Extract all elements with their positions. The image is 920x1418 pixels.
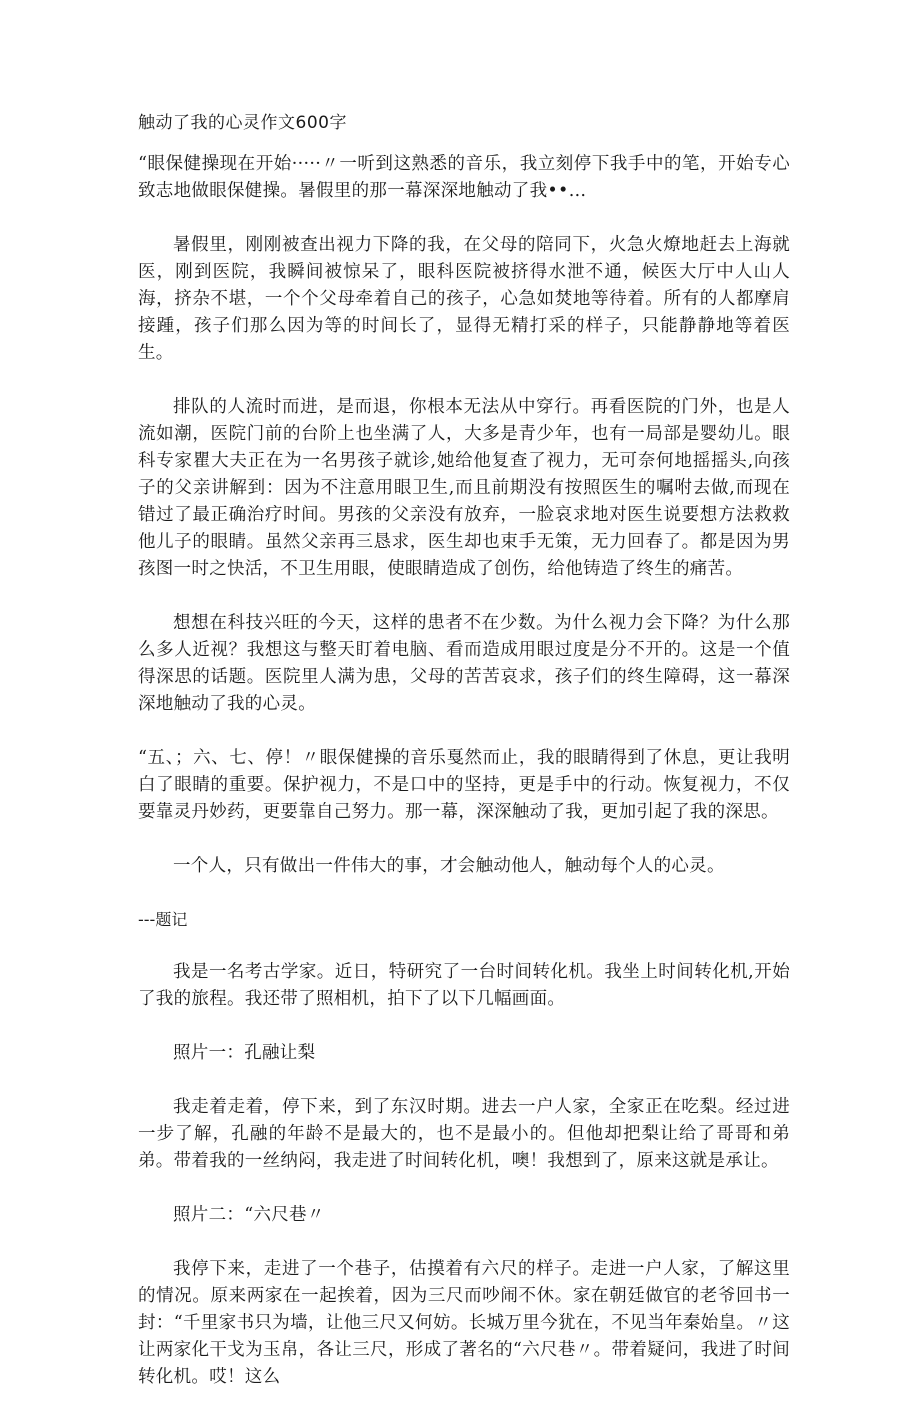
- paragraph-kong-rong: 我走着走着，停下来，到了东汉时期。进去一户人家，全家正在吃梨。经过进一步了解，孔融的年龄不是最大的，也不是最小的。但他却把梨让给了哥哥和弟弟。带着我的一丝纳闷，我走进了时间转化机，噢！我想到了，原来这就是承让。: [138, 1097, 790, 1171]
- paragraph-reflection: 想想在科技兴旺的今天，这样的患者不在少数。为什么视力会下降？为什么那么多人近视？我想这与整天盯着电脑、看而造成用眼过度是分不开的。这是一个值得深思的话题。医院里人满为患，父母的苦苦哀求，孩子们的终生障碍，这一幕深深地触动了我的心灵。: [138, 613, 790, 714]
- paragraph-hospital-arrival: 暑假里，刚刚被查出视力下降的我，在父母的陪同下，火急火燎地赶去上海就医，刚到医院，我瞬间被惊呆了，眼科医院被挤得水泄不通，候医大厅中人山人海，挤杂不堪，一个个父母牵着自己的孩子，心急如焚地等待着。所有的人都摩肩接踵，孩子们那么因为等的时间长了，显得无精打采的样子，只能静静地等着医生。: [138, 235, 790, 363]
- paragraph-eye-exercise-end: “五、；六、七、停！〃眼保健操的音乐戛然而止，我的眼睛得到了休息，更让我明白了眼睛的重要。保护视力，不是口中的坚持，更是手中的行动。恢复视力，不仅要靠灵丹妙药，更要靠自己努力。那一幕，深深触动了我，更加引起了我的深思。: [138, 748, 790, 822]
- document-title: 触动了我的心灵作文600字: [138, 113, 347, 133]
- paragraph-queue: 排队的人流时而进，是而退，你根本无法从中穿行。再看医院的门外，也是人流如潮，医院门前的台阶上也坐满了人，大多是青少年，也有一局部是婴幼儿。眼科专家瞿大夫正在为一名男孩子就诊,她给他复查了视力，无可奈何地摇摇头,向孩子的父亲讲解到：因为不注意用眼卫生,而且前期没有按照医生的嘱咐去做,而现在错过了最正确治疗时间。男孩的父亲没有放弃，一脸哀求地对医生说要想方法救救他儿子的眼睛。虽然父亲再三恳求，医生却也束手无策，无力回春了。都是因为男孩图一时之快活，不卫生用眼，使眼睛造成了创伤，给他铸造了终生的痛苦。: [138, 397, 790, 579]
- paragraph-six-chi-lane: 我停下来，走进了一个巷子，估摸着有六尺的样子。走进一户人家，了解这里的情况。原来两家在一起挨着，因为三尺而吵闹不休。家在朝廷做官的老爷回书一封：“千里家书只为墙，让他三尺又何妨。长城万里今犹在，不见当年秦始皇。〃这让两家化干戈为玉帛，各让三尺，形成了著名的“六尺巷〃。带着疑问，我进了时间转化机。哎！这么: [138, 1259, 790, 1387]
- epigraph-attribution: ---题记: [138, 910, 188, 929]
- photo-two-heading: 照片二：“六尺巷〃: [173, 1205, 325, 1225]
- paragraph-intro: “眼保健操现在开始·····〃一听到这熟悉的音乐，我立刻停下我手中的笔，开始专心致志地做眼保健操。暑假里的那一幕深深地触动了我••…: [138, 154, 790, 201]
- photo-one-heading: 照片一：孔融让梨: [173, 1043, 316, 1063]
- paragraph-archaeologist: 我是一名考古学家。近日，特研究了一台时间转化机。我坐上时间转化机,开始了我的旅程。我还带了照相机，拍下了以下几幅画面。: [138, 962, 790, 1009]
- paragraph-epigraph: 一个人，只有做出一件伟大的事，才会触动他人，触动每个人的心灵。: [173, 856, 725, 876]
- document-page: [138, 110, 790, 1418]
